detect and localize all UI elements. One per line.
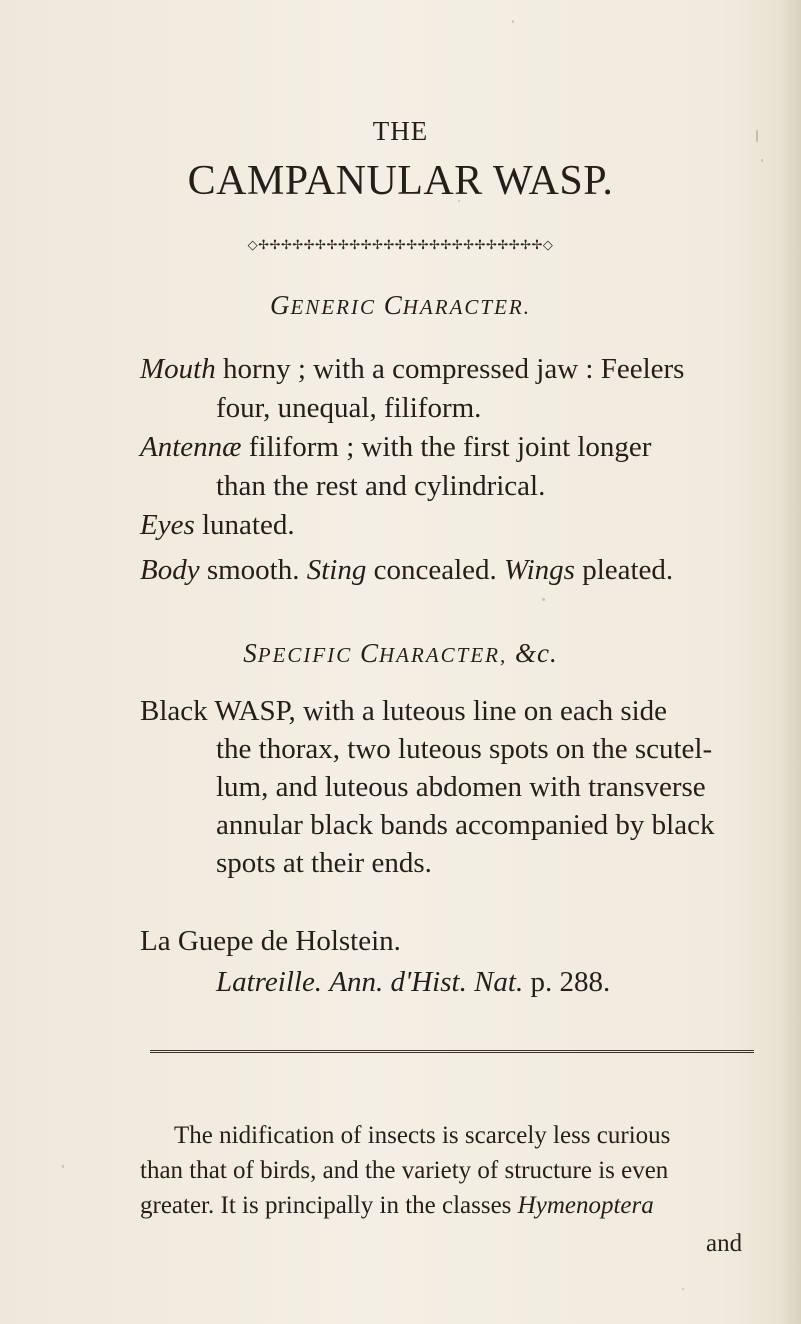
specific-line: lum, and luteous abdomen with transverse [216,771,706,803]
term: Body [140,554,200,586]
term: Wings [504,554,575,586]
catchword: and [706,1230,743,1257]
specific-line: Black WASP, with a luteous line on each side [140,695,668,727]
generic-character-heading [0,292,801,319]
generic-line [140,556,673,585]
term: Sting [306,554,367,586]
line-text: greater. It is principally in the classes [140,1192,518,1219]
heading-cap: G [269,290,291,320]
paragraph-line: than that of birds, and the variety of structure is even [140,1157,669,1184]
synonym-name: La Guepe de Holstein. [140,925,401,957]
heading-smallcaps: HARACTER, [379,643,508,667]
line-text: than the rest and cylindrical. [216,470,546,502]
generic-line [216,394,481,423]
heading-smallcaps: ENERIC [290,295,376,319]
line-text: filiform ; with the first joint longer [241,431,652,463]
line-text: lunated. [194,509,295,541]
title-prefix: THE [372,116,429,146]
generic-line [140,355,684,384]
generic-line [140,511,295,540]
term: Eyes [140,509,195,541]
synonym-reference [216,968,610,997]
specific-line: the thorax, two luteous spots on the scutel- [216,733,713,765]
heading-cap: C [359,638,379,668]
paragraph-line [140,1193,654,1218]
line-text: pleated. [574,554,674,586]
specific-line: annular black bands accompanied by black [216,809,715,841]
reference-page: p. 288. [523,966,611,998]
generic-line [140,433,651,462]
heading-smallcaps: HARACTER. [402,295,531,319]
section-divider [150,1050,754,1053]
term: Hymenoptera [517,1192,654,1219]
reference-author: Latreille. [216,966,323,998]
term: Mouth [140,353,216,385]
specific-line: spots at their ends. [216,847,432,879]
heading-tail: &c. [515,638,558,668]
page-title: CAMPANULAR WASP. [187,158,614,204]
line-text: concealed. [366,554,505,586]
heading-cap: C [383,290,403,320]
ornamental-rule: ◇✢✢✢✢✢✢✢✢✢✢✢✢✢✢✢✢✢✢✢✢✢✢✢✢✢◇ [247,238,554,253]
paragraph-line: The nidification of insects is scarcely less curious [174,1122,671,1149]
term: Antennæ [140,431,242,463]
generic-line [216,472,545,501]
reference-work: Ann. d'Hist. Nat. [329,966,524,998]
heading-cap: S [243,638,258,668]
line-text: smooth. [199,554,307,586]
line-text: horny ; with a compressed jaw : Feelers [215,353,685,385]
line-text: four, unequal, filiform. [216,392,482,424]
specific-character-heading [0,640,801,667]
heading-smallcaps: PECIFIC [257,643,353,667]
